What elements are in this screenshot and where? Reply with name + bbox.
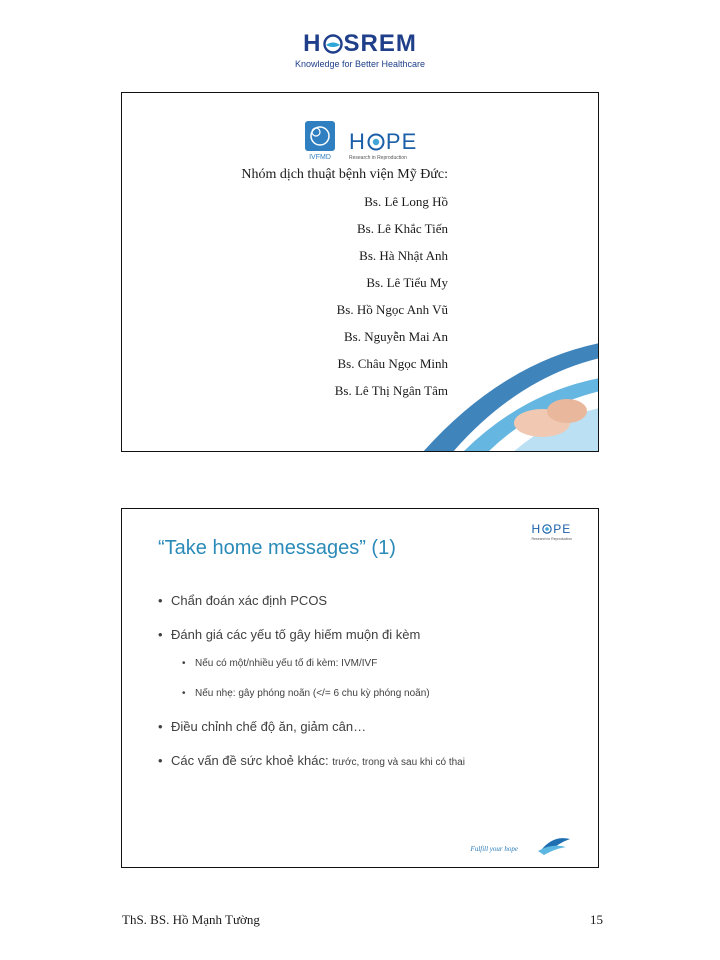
hope-logo	[349, 131, 417, 161]
page-number: 15	[590, 912, 603, 927]
message-list	[158, 593, 465, 771]
ivfmd-label: IVFMD	[309, 154, 331, 161]
hosrem-logo-prefix: H	[303, 30, 322, 57]
translator-name: Bs. Hà Nhật Anh	[359, 248, 448, 263]
hosrem-logo-suffix: SREM	[343, 30, 417, 57]
translator-name: Bs. Lê Long Hồ	[364, 194, 448, 209]
bird-wave-icon	[442, 833, 572, 855]
slide-translators	[121, 92, 599, 452]
author-name: ThS. BS. Hồ Mạnh Tường	[122, 912, 260, 927]
translator-name: Bs. Lê Khắc Tiến	[357, 221, 448, 236]
slide-take-home-messages	[121, 508, 599, 868]
bullet-main-text: Các vấn đề sức khoẻ khác:	[171, 753, 329, 768]
bullet-item: • Chẩn đoán xác định PCOS	[158, 593, 465, 609]
hosrem-tagline: Knowledge for Better Healthcare	[294, 59, 426, 69]
hope-logo-subtitle: Research in Reproduction	[531, 537, 572, 541]
translator-list	[335, 193, 448, 409]
bullet-item: • Đánh giá các yếu tố gây hiếm muộn đi kèm	[158, 627, 465, 643]
hope-logo-small	[532, 523, 572, 541]
hope-logo-suffix: PE	[385, 129, 418, 154]
globe-icon	[323, 34, 343, 54]
translator-name: Bs. Hồ Ngọc Anh Vũ	[336, 302, 448, 317]
hope-logo-prefix: H	[531, 522, 542, 536]
hope-logo-prefix: H	[349, 129, 366, 154]
sub-bullet-item: • Nếu có một/nhiều yếu tố đi kèm: IVM/IVF	[182, 657, 465, 671]
bullet-note-text: trước, trong và sau khi có thai	[332, 757, 465, 768]
sub-bullet-item: • Nếu nhẹ: gây phóng noãn (</= 6 chu kỳ phóng noãn)	[182, 687, 465, 701]
eye-icon	[542, 524, 552, 534]
bullet-item: • Điều chỉnh chế độ ăn, giảm cân…	[158, 719, 465, 735]
hope-logo-subtitle: Research in Reproduction	[349, 155, 407, 161]
eye-icon	[367, 133, 385, 151]
bullet-item	[158, 753, 465, 771]
fulfill-slogan: Fulfill your hope	[470, 845, 518, 853]
translator-name: Bs. Châu Ngọc Minh	[337, 356, 448, 371]
translator-name: Bs. Nguyễn Mai An	[344, 329, 448, 344]
slide-title: “Take home messages” (1)	[158, 537, 396, 559]
ivfmd-logo-icon	[305, 121, 335, 161]
translator-team-title: Nhóm dịch thuật bệnh viện Mỹ Đức:	[241, 167, 448, 182]
hosrem-logo	[0, 30, 720, 69]
hope-logo-suffix: PE	[553, 522, 572, 536]
translator-name: Bs. Lê Thị Ngân Tâm	[334, 383, 448, 398]
translator-name: Bs. Lê Tiểu My	[366, 275, 448, 290]
